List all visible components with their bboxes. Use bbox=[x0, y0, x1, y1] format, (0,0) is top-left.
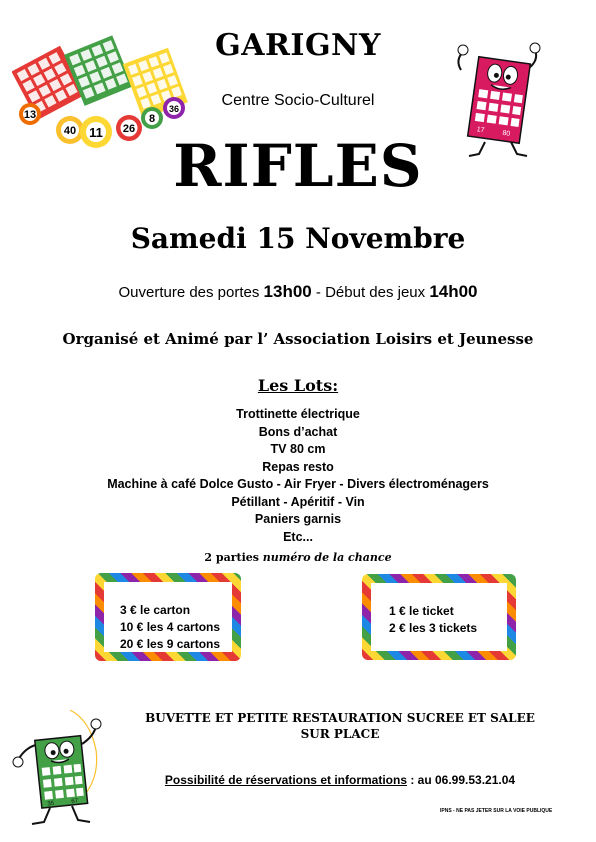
refreshments-line: SUR PLACE bbox=[300, 727, 380, 741]
town-name: GARIGNY bbox=[215, 28, 381, 63]
carton-price: 10 € les 4 cartons bbox=[120, 620, 221, 634]
refreshments-note bbox=[100, 710, 580, 742]
card-number: 35 bbox=[47, 800, 55, 808]
carton-prices-box bbox=[95, 573, 241, 661]
refreshments-line: BUVETTE ET PETITE RESTAURATION SUCREE ET SALEE bbox=[145, 711, 535, 725]
prize-item: TV 80 cm bbox=[270, 442, 326, 456]
card-number: 67 bbox=[71, 798, 79, 805]
ball-13: 13 bbox=[23, 109, 37, 121]
lucky-number-note bbox=[0, 551, 596, 564]
event-date: Samedi 15 Novembre bbox=[130, 222, 466, 255]
games-time: 14h00 bbox=[429, 282, 478, 301]
ball-36: 36 bbox=[168, 104, 180, 114]
prize-item: Pétillant - Apéritif - Vin bbox=[231, 494, 365, 509]
reservation-info bbox=[100, 773, 580, 787]
games-label: - Début des jeux bbox=[311, 284, 430, 301]
bingo-card-mascot-illustration bbox=[10, 700, 110, 832]
prize-item: Repas resto bbox=[262, 459, 334, 474]
opening-hours bbox=[0, 282, 596, 302]
ticket-price: 1 € le ticket bbox=[389, 604, 454, 618]
card-number: 17 bbox=[476, 126, 485, 135]
ticket-price: 2 € les 3 tickets bbox=[389, 621, 478, 635]
ipns-notice: IPNS - NE PAS JETER SUR LA VOIE PUBLIQUE bbox=[440, 808, 553, 814]
lucky-number-label: numéro de la chance bbox=[262, 551, 392, 564]
prize-item: Trottinette électrique bbox=[236, 407, 360, 421]
venue-name: Centre Socio-Culturel bbox=[221, 92, 375, 109]
event-title: RIFLES bbox=[173, 132, 423, 200]
carton-price: 20 € les 9 cartons bbox=[120, 637, 221, 651]
ball-11: 11 bbox=[89, 125, 103, 140]
ball-8: 8 bbox=[148, 113, 156, 125]
carton-price: 3 € le carton bbox=[120, 603, 191, 617]
ball-40: 40 bbox=[63, 125, 77, 137]
prize-item: Paniers garnis bbox=[254, 512, 342, 526]
prizes-heading: Les Lots: bbox=[257, 376, 339, 395]
reservation-phone: : au 06.99.53.21.04 bbox=[407, 773, 516, 787]
prize-item: Machine à café Dolce Gusto - Air Fryer - Divers électroménagers bbox=[107, 477, 489, 491]
card-number: 80 bbox=[501, 129, 511, 138]
prizes-list bbox=[0, 406, 596, 546]
prize-item: Bons d’achat bbox=[258, 424, 338, 439]
parties-count: 2 parties bbox=[204, 551, 263, 564]
ball-26: 26 bbox=[122, 123, 136, 135]
ticket-prices-box bbox=[362, 574, 516, 660]
reservation-label: Possibilité de réservations et informations bbox=[164, 773, 407, 787]
prize-item: Etc... bbox=[283, 529, 313, 544]
doors-label: Ouverture des portes bbox=[118, 284, 264, 301]
organiser-line: Organisé et Animé par l’ Association Loisirs et Jeunesse bbox=[62, 330, 534, 348]
doors-time: 13h00 bbox=[263, 282, 312, 301]
